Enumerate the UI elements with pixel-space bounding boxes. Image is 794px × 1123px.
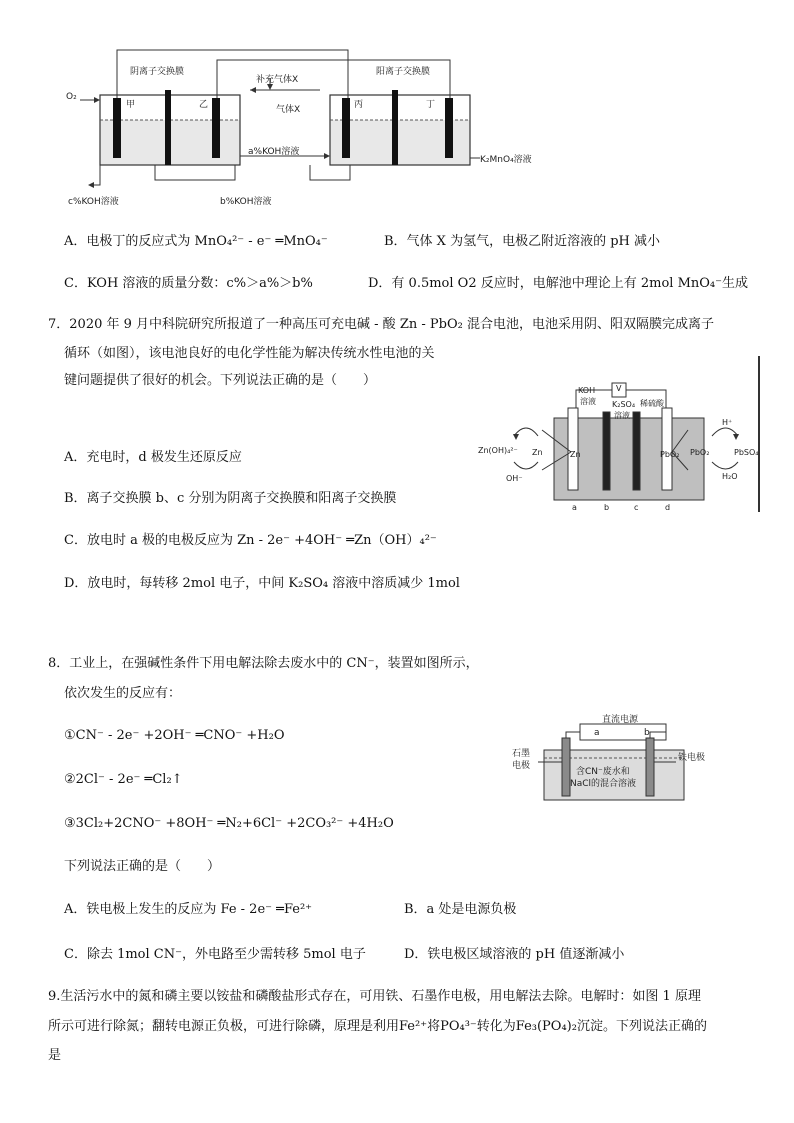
page-margin-rule — [758, 356, 760, 512]
solution-label-1: 含CN⁻废水和 — [576, 767, 630, 777]
electrode-ding: 丁 — [426, 100, 436, 110]
label-b: b — [604, 503, 610, 512]
koh-label-2: 溶液 — [580, 397, 596, 406]
q9-line3: 是 — [48, 1048, 62, 1063]
a-koh-label: a%KOH溶液 — [248, 147, 300, 157]
q6-option-c: C．KOH 溶液的质量分数：c%＞a%＞b% — [64, 276, 313, 291]
q7-stem-line3: 键问题提供了很好的机会。下列说法正确的是（ ） — [64, 373, 377, 388]
gas-x-label: 气体X — [276, 105, 301, 115]
q9-line1: 9.生活污水中的氮和磷主要以铵盐和磷酸盐形式存在，可用铁、石墨作电极，用电解法去除。电解时：如图 1 原理 — [48, 989, 701, 1004]
electrode-jia: 甲 — [126, 100, 136, 110]
koh-label-1: KOH — [578, 386, 596, 395]
zn-oh4-label: Zn(OH)₄²⁻ — [478, 446, 518, 455]
iron-electrode-label: 铁电极 — [678, 753, 706, 763]
dilute-acid-label: 稀硫酸 — [640, 399, 664, 408]
q6-option-b: B．气体 X 为氢气，电极乙附近溶液的 pH 减小 — [384, 234, 660, 249]
q8-option-c: C．除去 1mol CN⁻，外电路至少需转移 5mol 电子 — [64, 947, 366, 962]
q7-stem-line2: 循环（如图），该电池良好的电化学性能为解决传统水性电池的关 — [64, 346, 435, 361]
terminal-b-label: b — [644, 728, 650, 738]
electrode-bing: 丙 — [354, 100, 364, 110]
graphite-label-2: 电极 — [512, 761, 531, 771]
zn-electrode-label: Zn — [570, 450, 581, 459]
figure-zn-pbo2-battery — [476, 370, 759, 515]
q8-option-b: B．a 处是电源负极 — [404, 902, 517, 917]
b-koh-label: b%KOH溶液 — [220, 197, 272, 207]
q8-option-a: A．铁电极上发生的反应为 Fe - 2e⁻ ═Fe²⁺ — [64, 902, 313, 917]
pbo2-right-label: PbO₂ — [690, 448, 710, 457]
q8-option-d: D．铁电极区域溶液的 pH 值逐渐减小 — [404, 947, 625, 962]
k2so4-label-2: 溶液 — [614, 411, 630, 420]
anion-membrane-label: 阴离子交换膜 — [130, 67, 185, 77]
q7-option-c: C．放电时 a 极的电极反应为 Zn - 2e⁻ +4OH⁻ ═Zn（OH）₄²⁻ — [64, 533, 437, 548]
q6-option-d: D．有 0.5mol O2 反应时，电解池中理论上有 2mol MnO₄⁻生成 — [368, 276, 748, 291]
q8-reaction-2: ②2Cl⁻ - 2e⁻ ═Cl₂↑ — [64, 772, 183, 787]
electrode-yi: 乙 — [199, 100, 209, 110]
q7-stem-line1: 7．2020 年 9 月中科院研究所报道了一种高压可充电碱 - 酸 Zn - PbO₂ 混合电池，电池采用阴、阳双隔膜完成离子 — [48, 317, 714, 332]
figure-fuel-cell-electrolysis — [60, 40, 580, 220]
voltmeter-label: V — [616, 384, 622, 393]
h-plus-label: H⁺ — [722, 418, 733, 427]
q8-stem-line2: 依次发生的反应有： — [64, 686, 182, 701]
q8-reaction-3: ③3Cl₂+2CNO⁻ +8OH⁻ ═N₂+6Cl⁻ +2CO₃²⁻ +4H₂O — [64, 816, 394, 831]
q9-line2: 所示可进行除氮；翻转电源正负极，可进行除磷，原理是利用Fe²⁺将PO₄³⁻转化为Fe₃(PO₄)₂沉淀。下列说法正确的 — [48, 1019, 707, 1034]
q6-option-a: A．电极丁的反应式为 MnO₄²⁻ - e⁻ ═MnO₄⁻ — [64, 234, 328, 249]
supplement-gas-label: 补充气体X — [256, 75, 299, 85]
o2-label: O₂ — [66, 92, 77, 102]
q8-stem-line1: 8．工业上，在强碱性条件下用电解法除去废水中的 CN⁻，装置如图所示， — [48, 656, 479, 671]
label-a: a — [572, 503, 577, 512]
h2o-label: H₂O — [722, 472, 738, 481]
figure-cn-electrolysis — [508, 710, 718, 810]
k2so4-label-1: K₂SO₄ — [612, 400, 636, 409]
pbo2-electrode-label: PbO₂ — [660, 450, 680, 459]
dc-power-label: 直流电源 — [602, 715, 639, 725]
k2mno4-label: K₂MnO₄溶液 — [480, 155, 532, 165]
pbso4-label: PbSO₄ — [734, 448, 759, 457]
zn-left-label: Zn — [532, 448, 543, 457]
cation-membrane-label: 阳离子交换膜 — [376, 67, 431, 77]
terminal-a-label: a — [594, 728, 600, 738]
solution-label-2: NaCl的混合溶液 — [570, 779, 637, 789]
q8-question: 下列说法正确的是（ ） — [64, 859, 221, 874]
c-koh-label: c%KOH溶液 — [68, 197, 119, 207]
oh-label: OH⁻ — [506, 474, 523, 483]
q7-option-b: B．离子交换膜 b、c 分别为阴离子交换膜和阳离子交换膜 — [64, 491, 397, 506]
graphite-label-1: 石墨 — [512, 749, 531, 759]
label-c: c — [634, 503, 639, 512]
q7-option-d: D．放电时，每转移 2mol 电子，中间 K₂SO₄ 溶液中溶质减少 1mol — [64, 576, 460, 591]
label-d: d — [665, 503, 671, 512]
q7-option-a: A．充电时，d 极发生还原反应 — [64, 450, 242, 465]
q8-reaction-1: ①CN⁻ - 2e⁻ +2OH⁻ ═CNO⁻ +H₂O — [64, 728, 285, 743]
